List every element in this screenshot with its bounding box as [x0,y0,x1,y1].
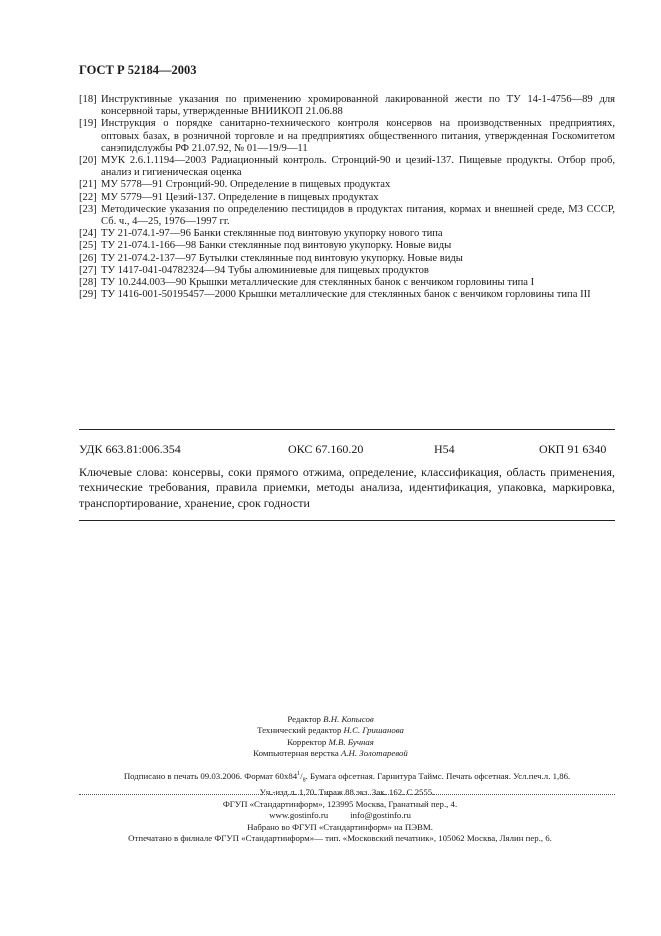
reference-item [79,253,615,265]
credit-person: В.Н. Копысов [323,714,374,724]
credit-person: Н.С. Гришанова [343,725,404,736]
reference-text: МУ 5778—91 Стронций-90. Определение в пищевых продуктах [101,179,391,191]
document-code-header: ГОСТ Р 52184—2003 [79,63,197,77]
credit-technical-editor [0,725,661,736]
reference-item [79,277,615,289]
reference-number: [21] [79,179,97,191]
credit-editor [0,714,661,725]
reference-item [79,204,615,228]
reference-text: ТУ 10.244.003—90 Крышки металлические для стеклянных банок с венчиком горловины типа I [101,277,535,289]
imprint-dotted-rule [79,794,615,795]
publisher-block [60,799,620,845]
reference-number: [20] [79,155,97,167]
reference-number: [26] [79,252,97,264]
publisher-contacts [60,810,620,821]
reference-item [79,228,615,240]
reference-number: [24] [79,228,97,240]
reference-item [79,265,615,277]
reference-text: ТУ 1417-041-04782324—94 Тубы алюминиевые для пищевых продуктов [101,264,429,276]
keywords-paragraph: Ключевые слова: консервы, соки прямого отжима, определение, классификация, область применения, технические требования, правила приемки, методы анализа, идентификация, упаковка, маркировка, транспортирование, хранение, срок годности [79,465,615,510]
publisher-email: info@gostinfo.ru [350,810,411,821]
udk-code: УДК 663.81:006.354 [79,442,181,456]
reference-number: [18] [79,94,97,105]
reference-text: МУК 2.6.1.1194—2003 Радиационный контроль. Стронций-90 и цезий-137. Пищевые продукты. Отбор проб, анализ и гигиеническая оценка [101,155,615,179]
publisher-address: ФГУП «Стандартинформ», 123995 Москва, Гранатный пер., 4. [222,799,458,809]
reference-number: [22] [79,191,97,203]
reference-text: ТУ 21-074.1-166—98 Банки стеклянные под винтовую укупорку. Новые виды [101,240,452,252]
format-fraction-numerator: 1 [297,771,301,777]
okp-code: ОКП 91 6340 [539,442,607,456]
typeset-note: Набрано во ФГУП «Стандартинформ» на ПЭВМ. [247,821,433,832]
reference-number: [29] [79,289,97,301]
printed-note: Отпечатано в филиале ФГУП «Стандартинформ»— тип. «Московский печатник», 105062 Москва, Лялин пер., 6. [128,833,552,844]
credit-role: Технический редактор [257,725,342,736]
reference-text: Инструктивные указания по применению хромированной лакированной жести по ТУ 14-1-4756—89 для консервной тары, утвержденные ВНИИКОП 21.06.88 [101,94,615,118]
credit-role: Компьютерная верстка [253,748,339,759]
reference-number: [23] [79,203,97,215]
reference-item [79,94,615,118]
references-list [79,94,615,301]
reference-text: Методические указания по определению пестицидов в продуктах питания, кормах и внешней среде, МЗ СССР, Сб. ч., 4—25, 1976—1997 гг. [101,203,615,228]
reference-number: [28] [79,277,97,289]
reference-number: [27] [79,264,97,276]
credit-person: А.Н. Золотаревой [340,748,408,759]
format-fraction-denominator: 8 [302,777,306,784]
reference-number: [25] [79,240,97,252]
keywords-bottom-rule [79,520,615,521]
reference-item [79,192,615,204]
credit-layout [0,748,661,759]
reference-item [79,289,615,301]
reference-text: МУ 5779—91 Цезий-137. Определение в пищевых продуктах [101,191,379,203]
reference-text: ТУ 21-074.2-137—97 Бутылки стеклянные под винтовую укупорку. Новые виды [101,252,463,264]
classification-top-rule [79,429,615,430]
reference-item [79,155,615,179]
reference-number: [19] [79,118,97,130]
reference-item [79,179,615,191]
credits-block [0,714,661,760]
credit-role: Редактор [287,714,321,724]
credit-person: М.В. Бучная [328,736,374,747]
credit-proofreader [0,737,661,748]
reference-text: Инструкция о порядке санитарно-технического контроля консервов на производственных предприятиях, оптовых базах, в розничной торговле и на предприятиях общественного питания, утвержденная Госкомитетом санэпидслужбы РФ 21.07.92, № 01—19/9—11 [101,118,615,154]
reference-item [79,240,615,252]
reference-text: ТУ 1416-001-50195457—2000 Крышки металлические для стеклянных банок с венчиком горловины типа III [101,289,591,301]
reference-item [79,118,615,155]
publisher-website: www.gostinfo.ru [269,810,329,821]
reference-text: ТУ 21-074.1-97—96 Банки стеклянные под винтовую укупорку нового типа [101,228,443,240]
oks-code: ОКС 67.160.20 [288,442,364,456]
credit-role: Корректор [287,736,327,747]
group-code: Н54 [434,442,455,456]
imprint-line-1: Подписано в печать 09.03.2006. Формат $60х84^1/_8$. Бумага офсетная. Гарнитура Таймс. Печать офсетная. Усл.печ.л. 1,86. [123,770,571,784]
imprint-line-2: Уч.-изд.л. 1,70. Тираж 88 экз. Зак. 162. С 2555. [259,787,435,798]
